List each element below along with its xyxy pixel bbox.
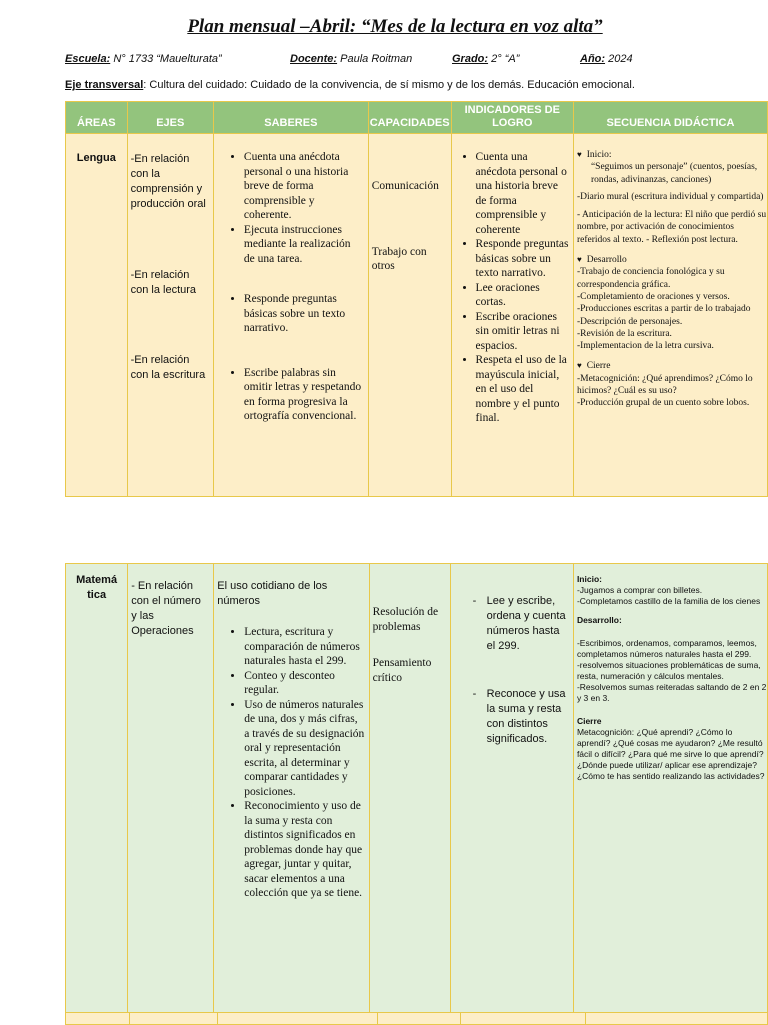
matematica-cierre-text: Metacognición: ¿Qué aprendi? ¿Cómo lo aprendí? ¿Qué cosas me ayudaron? ¿Me resultó fácil o difícil? ¿Para qué me sirve lo que aprendí? ¿Dónde puede utilizar/ aplicar ese aprendizaje? ¿Cómo te has sentido realizando las actividades? xyxy=(576,727,765,781)
next-area-cell xyxy=(586,1013,768,1025)
lengua-cierre-item: -Producción grupal de un cuento sobre lobos. xyxy=(576,398,750,409)
matematica-inicio-item: -Completamos castillo de la familia de los cienes xyxy=(576,596,761,606)
lengua-cierre-item: -Metacognición: ¿Qué aprendimos? ¿Cómo lo hicimos? ¿Cuál es su uso? xyxy=(576,373,753,397)
lengua-eje-escritura: -En relación con la escritura xyxy=(130,354,206,381)
lengua-saberes-cell xyxy=(213,134,368,497)
matematica-area-cell xyxy=(66,564,128,1013)
lengua-desarrollo-item: -Producciones escritas a partir de lo trabajado xyxy=(576,304,751,315)
heart-bullet-icon: ♥ xyxy=(576,150,582,159)
docente-label: Docente: xyxy=(290,53,338,65)
matematica-capacidad: Pensamiento crítico xyxy=(372,657,432,684)
matematica-desarrollo-item: -resolvemos situaciones problemáticas de suma, resta, numeración y cálculos mentales. xyxy=(576,660,761,681)
header-areas: ÁREAS xyxy=(66,102,128,134)
lengua-desarrollo-label: Desarrollo xyxy=(586,255,627,266)
header-indicadores: INDICADORES DE LOGRO xyxy=(451,102,573,134)
next-area-cell xyxy=(129,1013,217,1025)
lengua-indicador-item: • Respeta el uso de la mayúscula inicial, en el uso del nombre y el punto final. xyxy=(476,353,570,426)
lengua-row xyxy=(66,134,768,497)
matematica-area: Matemá tica xyxy=(76,574,118,601)
lengua-anticipacion: - Anticipación de la lectura: El niño que perdió su nombre, por activación de conocimientos referidos al texto. - Reflexión post lectura. xyxy=(576,210,767,245)
lengua-indicadores-cell xyxy=(451,134,573,497)
anio-label: Año: xyxy=(580,53,606,65)
grado-value: 2° “A” xyxy=(491,53,520,65)
escuela-label: Escuela: xyxy=(65,53,111,65)
anio-field xyxy=(580,53,633,65)
matematica-indicador-item: - Lee y escribe, ordena y cuenta números hasta el 299. xyxy=(487,594,569,654)
lengua-cierre-label: Cierre xyxy=(586,361,611,372)
docente-value: Paula Roitman xyxy=(340,53,413,65)
heart-bullet-icon: ♥ xyxy=(576,361,582,371)
header-ejes: EJES xyxy=(127,102,213,134)
lengua-indicador-item: • Lee oraciones cortas. xyxy=(476,281,570,310)
matematica-indicador-item: - Reconoce y usa la suma y resta con distintos significados. xyxy=(487,687,569,747)
header-secuencia: SECUENCIA DIDÁCTICA xyxy=(573,102,767,134)
lengua-indicador-item: • Responde preguntas básicas sobre un texto narrativo. xyxy=(476,237,570,281)
lengua-diario: -Diario mural (escritura individual y compartida) xyxy=(576,191,764,202)
escuela-field xyxy=(65,53,222,65)
matematica-desarrollo-label: Desarrollo: xyxy=(576,615,622,625)
matematica-desarrollo-item: -Escribimos, ordenamos, comparamos, leemos, completamos números naturales hasta el 299. xyxy=(576,638,757,659)
lengua-indicador-item: • Escribe oraciones sin omitir letras ni espacios. xyxy=(476,310,570,354)
lengua-eje-lectura: -En relación con la lectura xyxy=(130,269,197,296)
matematica-row xyxy=(66,564,768,1013)
lengua-ejes-cell xyxy=(127,134,213,497)
lengua-area: Lengua xyxy=(76,152,116,164)
grado-label: Grado: xyxy=(452,53,489,65)
matematica-saber-item: • Reconocimiento y uso de la suma y resta con distintos significados en problemas donde hay que agregar, juntar y quitar, sacar elementos a una colección que ya se tiene. xyxy=(244,799,364,901)
matematica-saber-item: • Lectura, escritura y comparación de números naturales hasta el 299. xyxy=(244,625,364,669)
anio-value: 2024 xyxy=(608,53,633,65)
matematica-inicio-label: Inicio: xyxy=(576,574,602,584)
page-title: Plan mensual –Abril: “Mes de la lectura en voz alta” xyxy=(187,16,603,37)
matematica-capacidades-cell xyxy=(369,564,450,1013)
lengua-inicio-label: Inicio: xyxy=(586,150,612,160)
eje-transversal-label: Eje transversal xyxy=(65,79,144,91)
lengua-eje-oral: -En relación con la comprensión y producción oral xyxy=(130,153,206,210)
matematica-desarrollo-item: -Resolvemos sumas reiteradas saltando de 2 en 2 y 3 en 3. xyxy=(576,682,767,703)
matematica-saberes-intro: El uso cotidiano de los números xyxy=(217,580,328,607)
lengua-inicio-text: “Seguimos un personaje” (cuentos, poesías, rondas, adivinanzas, canciones) xyxy=(590,162,758,185)
lengua-saber-item: • Escribe palabras sin omitir letras y respetando en forma progresiva la ortografía convencional. xyxy=(244,366,364,424)
lengua-capacidades-cell xyxy=(368,134,451,497)
lengua-desarrollo-item: -Descripción de personajes. xyxy=(576,316,683,327)
docente-field xyxy=(290,53,412,65)
lengua-desarrollo-item: -Implementacion de la letra cursiva. xyxy=(576,341,714,352)
header-saberes: SABERES xyxy=(213,102,368,134)
lengua-secuencia-cell xyxy=(573,134,767,497)
matematica-saberes-cell xyxy=(214,564,369,1013)
grado-field xyxy=(452,53,519,65)
lengua-saber-item: • Responde preguntas básicas sobre un texto narrativo. xyxy=(244,292,364,336)
lengua-desarrollo-item: -Revisión de la escritura. xyxy=(576,328,672,339)
matematica-capacidad: Resolución de problemas xyxy=(372,606,439,633)
matematica-saber-item: • Conteo y desconteo regular. xyxy=(244,669,364,698)
lengua-desarrollo-item: -Trabajo de conciencia fonológica y su correspondencia gráfica. xyxy=(576,267,725,290)
matematica-ejes-cell xyxy=(128,564,214,1013)
matematica-table xyxy=(65,563,768,1013)
matematica-eje: - En relación con el número y las Operaciones xyxy=(131,580,201,637)
lengua-indicador-item: • Cuenta una anécdota personal o una historia breve de forma comprensible y coherente xyxy=(476,150,570,237)
lengua-capacidad: Trabajo con otros xyxy=(371,245,427,272)
heart-bullet-icon: ♥ xyxy=(576,255,582,265)
matematica-secuencia-cell xyxy=(573,564,767,1013)
lengua-area-cell xyxy=(66,134,128,497)
eje-transversal-value: : Cultura del cuidado: Cuidado de la convivencia, de sí mismo y de los demás. Educación emocional. xyxy=(143,79,635,91)
eje-transversal xyxy=(65,79,635,91)
matematica-inicio-item: -Jugamos a comprar con billetes. xyxy=(576,585,703,595)
lengua-saber-item: • Cuenta una anécdota personal o una historia breve de forma comprensible y coherente. xyxy=(244,150,364,223)
matematica-indicadores-cell xyxy=(450,564,573,1013)
escuela-value: N° 1733 “Mauelturata” xyxy=(113,53,222,65)
matematica-saber-item: • Uso de números naturales de una, dos y más cifras, a través de su designación oral y representación escrita, al determinar y comparar cantidades y posiciones. xyxy=(244,698,364,800)
next-area-row xyxy=(66,1013,768,1025)
header-capacidades: CAPACIDADES xyxy=(368,102,451,134)
lengua-saber-item: • Ejecuta instrucciones mediante la realización de una tarea. xyxy=(244,223,364,267)
lengua-table xyxy=(65,101,768,497)
next-area-cell xyxy=(66,1013,130,1025)
next-area-table xyxy=(65,1012,768,1025)
next-area-cell xyxy=(378,1013,461,1025)
table-header-row xyxy=(66,102,768,134)
next-area-cell xyxy=(217,1013,378,1025)
matematica-cierre-label: Cierre xyxy=(576,716,602,726)
lengua-capacidad: Comunicación xyxy=(371,180,439,192)
lengua-desarrollo-item: -Completamiento de oraciones y versos. xyxy=(576,291,730,302)
next-area-cell xyxy=(460,1013,586,1025)
